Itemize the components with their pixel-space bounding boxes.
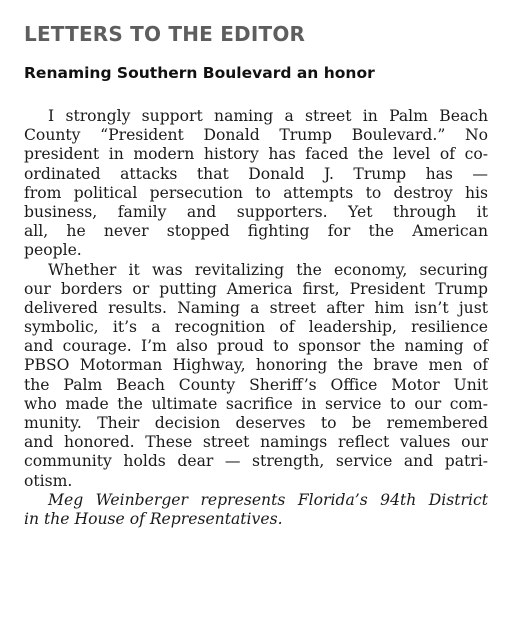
text-line: munity. Their decision deserves to be remembered	[24, 414, 488, 432]
text-line: and honored. These street namings reflect values our	[24, 433, 488, 452]
text-line: our borders or putting America first, President Trump	[24, 279, 488, 298]
paragraph-2	[24, 261, 488, 491]
text-line: symbolic, it’s a recognition of leadership, resilience	[24, 318, 488, 337]
text-line: Whether it was revitalizing the economy, securing	[48, 260, 488, 279]
text-line: people.	[24, 241, 82, 260]
text-line: and courage. I’m also proud to sponsor the naming of	[24, 337, 488, 356]
text-line: County “President Donald Trump Boulevard.” No	[24, 126, 488, 145]
text-line: community holds dear — strength, service and patri-	[24, 452, 488, 471]
text-line: all, he never stopped fighting for the American	[24, 222, 488, 241]
text-line: business, family and supporters. Yet through it	[24, 202, 488, 221]
text-line: Meg Weinberger represents Florida’s 94th District	[48, 490, 488, 509]
text-line: president in modern history has faced the level of co-	[24, 145, 488, 164]
text-line: ordinated attacks that Donald J. Trump has —	[24, 164, 488, 183]
text-line: delivered results. Naming a street after him isn’t just	[24, 298, 488, 317]
text-line: in the House of Representatives.	[24, 509, 283, 528]
section-title: LETTERS TO THE EDITOR	[24, 22, 306, 46]
text-line: PBSO Motorman Highway, honoring the brave men of	[24, 356, 488, 375]
letter-headline: Renaming Southern Boulevard an honor	[24, 64, 375, 82]
paragraph-1	[24, 107, 488, 261]
text-line: I strongly support naming a street in Palm Beach	[48, 107, 488, 125]
letter-body	[24, 107, 488, 529]
author-signature	[24, 491, 488, 529]
text-line: who made the ultimate sacrifice in service to our com-	[24, 394, 488, 413]
text-line: the Palm Beach County Sheriff’s Office Motor Unit	[24, 375, 488, 394]
text-line: from political persecution to attempts to destroy his	[24, 183, 488, 202]
text-line: otism.	[24, 471, 73, 490]
